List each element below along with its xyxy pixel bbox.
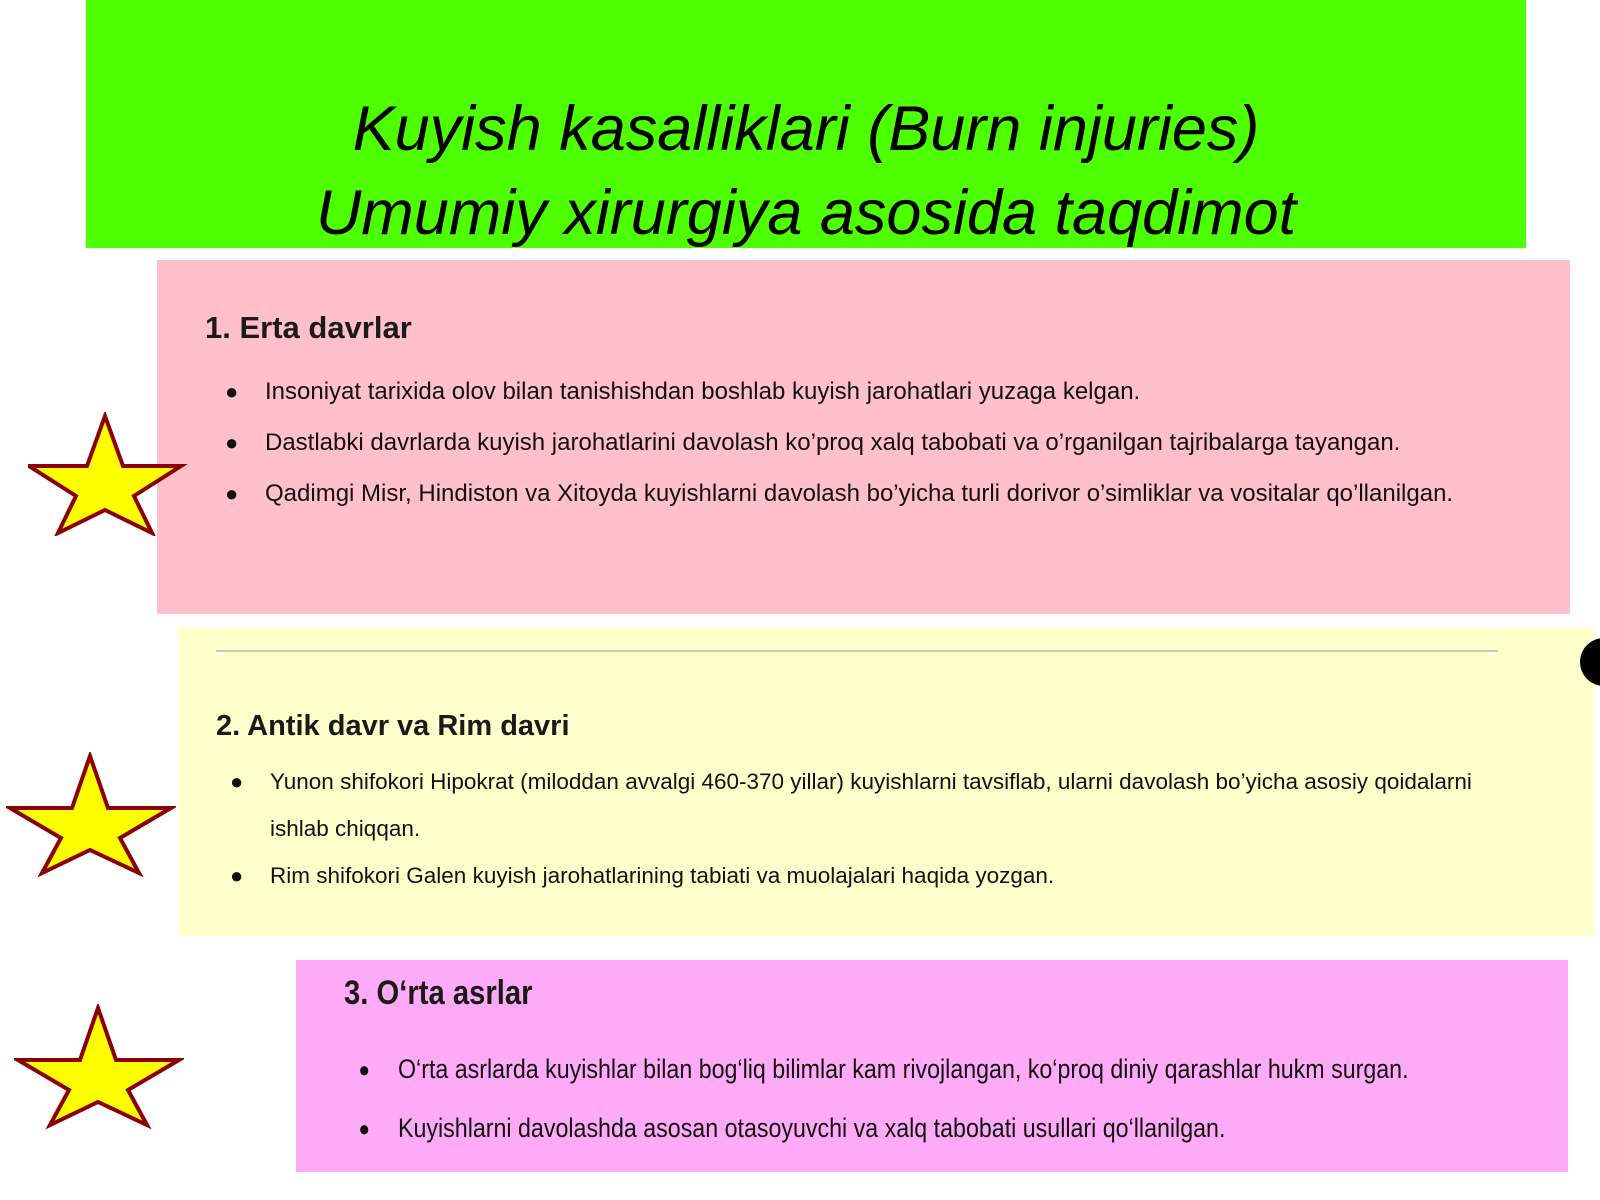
bullet-list — [358, 1040, 1568, 1158]
list-item-text: O‘rta asrlarda kuyishlar bilan bog‘liq bilimlar kam rivojlangan, ko‘proq diniy qarashlar hukm surgan. — [398, 1054, 1409, 1084]
list-item — [225, 417, 1555, 468]
bullet-dot: ● — [358, 1116, 370, 1141]
section-early-periods — [157, 260, 1570, 614]
bullet-dot: ● — [230, 863, 244, 888]
slide-subtitle: Umumiy xirurgiya asosida taqdimot — [315, 178, 1297, 248]
section-heading: 1. Erta davrlar — [205, 310, 412, 345]
list-item — [230, 852, 1510, 899]
section-antique-rome — [178, 628, 1594, 936]
star-icon — [6, 752, 176, 882]
star-icon — [28, 412, 188, 536]
section-middle-ages — [296, 960, 1568, 1172]
list-item-text: Dastlabki davrlarda kuyish jarohatlarini davolash ko’proq xalq tabobati va o’rganilgan tajribalarga tayangan. — [265, 429, 1401, 456]
divider — [216, 650, 1498, 652]
star-icon — [14, 1004, 184, 1134]
bullet-dot: ● — [225, 379, 239, 404]
list-item — [230, 758, 1510, 852]
slide-title: Kuyish kasalliklari (Burn injuries) — [352, 94, 1260, 164]
list-item-text: Kuyishlarni davolashda asosan otasoyuvchi va xalq tabobati usullari qo‘llanilgan. — [398, 1113, 1226, 1143]
list-item — [358, 1040, 1409, 1099]
title-banner — [86, 0, 1526, 248]
bullet-dot: ● — [230, 769, 244, 794]
list-item-text: Insoniyat tarixida olov bilan tanishishdan boshlab kuyish jarohatlari yuzaga kelgan. — [265, 378, 1141, 405]
bullet-list — [225, 366, 1555, 519]
section-heading: 3. O‘rta asrlar — [344, 974, 533, 1012]
section-heading: 2. Antik davr va Rim davri — [216, 710, 570, 742]
list-item — [225, 366, 1555, 417]
list-item-text: Yunon shifokori Hipokrat (miloddan avvalgi 460-370 yillar) kuyishlarni tavsiflab, ularni davolash bo’yicha asosiy qoidalarni ishlab chiqqan. — [270, 769, 1472, 841]
bullet-list — [230, 758, 1510, 899]
edge-circle-shape — [1580, 638, 1600, 686]
list-item — [358, 1099, 1404, 1158]
list-item-text: Rim shifokori Galen kuyish jarohatlarining tabiati va muolajalari haqida yozgan. — [270, 863, 1055, 888]
list-item-text: Qadimgi Misr, Hindiston va Xitoyda kuyishlarni davolash bo’yicha turli dorivor o’simliklar va vositalar qo’llanilgan. — [265, 480, 1454, 507]
bullet-dot: ● — [225, 430, 239, 455]
bullet-dot: ● — [358, 1057, 370, 1082]
bullet-dot: ● — [225, 481, 239, 506]
list-item — [225, 468, 1555, 519]
